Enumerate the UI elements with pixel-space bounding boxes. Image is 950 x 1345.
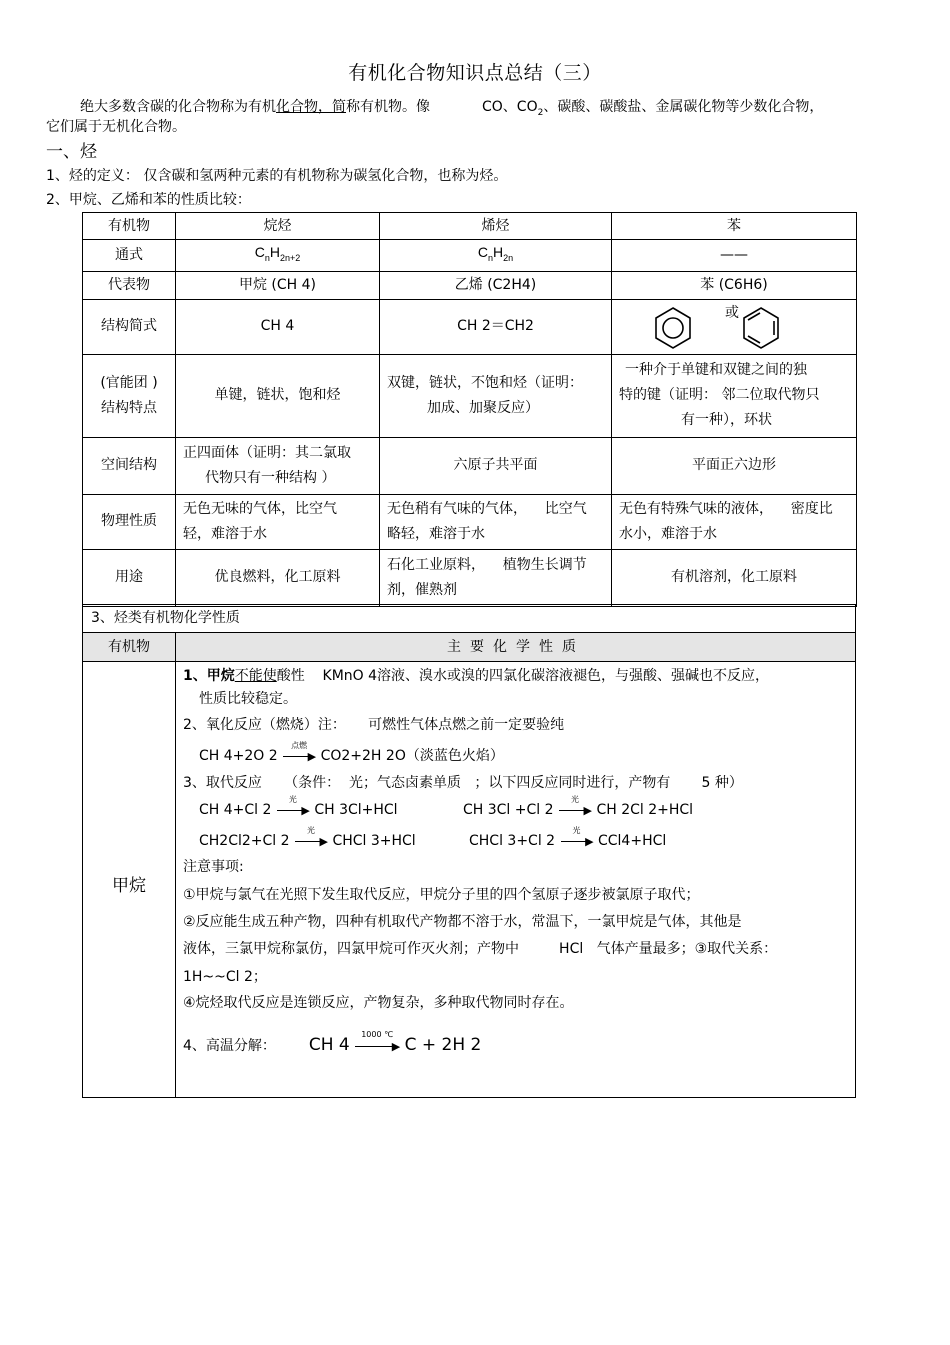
header-organic: 有机物 xyxy=(83,213,176,240)
row-label-methane: 甲烷 xyxy=(112,876,146,896)
rep-alkene: 乙烯 (C2H4) xyxy=(380,271,612,299)
section-heading-hydrocarbon: 一、烃 xyxy=(46,142,97,162)
row-label-feature: (官能团 ) 结构特点 xyxy=(83,354,176,437)
phys-benzene: 无色有特殊气味的液体， 密度比 水小，难溶于水 xyxy=(612,494,857,549)
benzene-kekule-icon xyxy=(740,305,782,351)
use-alkane: 优良燃料，化工原料 xyxy=(176,549,380,606)
struct-alkene: CH 2＝CH2 xyxy=(380,299,612,354)
note-2a: ②反应能生成五种产物，四种有机取代产物都不溶于水，常温下，一氯甲烷是气体，其他是 xyxy=(183,914,742,930)
arrow-light-icon: 光 ▶ xyxy=(558,803,592,817)
arrow-light-icon: 光 ▶ xyxy=(294,834,328,848)
space-alkane: 正四面体（证明：其二氯取 代物只有一种结构 ） xyxy=(176,437,380,494)
row-label-general: 通式 xyxy=(83,240,176,272)
prop-1: 1、甲烷不能使酸性 KMnO 4溶液、溴水或溴的四氯化碳溶液褪色，与强酸、强碱也不反应， xyxy=(183,668,770,684)
prop-3: 3、取代反应 （条件： 光；气态卤素单质 ；以下四反应同时进行，产物有 5 种） xyxy=(183,775,743,791)
benzene-ring-circle-icon xyxy=(652,305,694,351)
prop-4-decomposition: 4、高温分解： CH 4 1000 ℃ ▶ C + 2H 2 xyxy=(183,1030,482,1055)
arrow-light-icon: 光 ▶ xyxy=(560,834,594,848)
row-label-use: 用途 xyxy=(83,549,176,606)
phys-alkane: 无色无味的气体，比空气 轻，难溶于水 xyxy=(176,494,380,549)
eq-combustion: CH 4+2O 2 点燃 ▶ CO2+2H 2O（淡蓝色火焰） xyxy=(199,741,504,764)
header-organic-2: 有机物 xyxy=(108,639,150,655)
general-benzene: —— xyxy=(612,240,857,272)
eq-sub-3: CH2Cl2+Cl 2 光 ▶ CHCl 3+HCl xyxy=(199,826,416,849)
phys-alkene: 无色稍有气味的气体， 比空气 略轻，难溶于水 xyxy=(380,494,612,549)
struct-benzene xyxy=(612,299,857,354)
general-alkane: $C_nH_{2n+2}$ xyxy=(176,240,380,272)
eq-sub-1: CH 4+Cl 2 光 ▶ CH 3Cl+HCl xyxy=(199,795,398,818)
prop-2: 2、氧化反应（燃烧）注： 可燃性气体点燃之前一定要验纯 xyxy=(183,717,565,733)
use-alkene: 石化工业原料， 植物生长调节 剂，催熟剂 xyxy=(380,549,612,606)
eq-sub-2: CH 3Cl +Cl 2 光 ▶ CH 2Cl 2+HCl xyxy=(463,795,694,818)
intro-line-1: 绝大多数含碳的化合物称为有机化合物，简称有机物。像 CO、$CO_2$、碳酸、碳酸盐、金属碳化物等少数化合物， xyxy=(80,99,824,118)
feature-alkane: 单键，链状，饱和烃 xyxy=(176,354,380,437)
chemical-properties-table xyxy=(82,604,856,1098)
note-title: 注意事项: xyxy=(183,859,244,875)
page-title: 有机化合物知识点总结（三） xyxy=(348,62,602,84)
arrow-heat-icon: 1000 ℃ ▶ xyxy=(354,1039,400,1053)
space-alkene: 六原子共平面 xyxy=(380,437,612,494)
rep-alkane: 甲烷 (CH 4) xyxy=(176,271,380,299)
row-label-physical: 物理性质 xyxy=(83,494,176,549)
arrow-ignite-icon: 点燃 ▶ xyxy=(282,749,316,763)
or-label: 或 xyxy=(725,304,739,321)
space-benzene: 平面正六边形 xyxy=(612,437,857,494)
chem-table-header xyxy=(83,632,855,662)
note-4: ④烷烃取代反应是连锁反应，产物复杂，多种取代物同时存在。 xyxy=(183,995,574,1011)
comparison-intro: 2、甲烷、乙烯和苯的性质比较： xyxy=(46,192,251,208)
rep-benzene: 苯 (C6H6) xyxy=(612,271,857,299)
row-label-space: 空间结构 xyxy=(83,437,176,494)
general-alkene: $C_nH_{2n}$ xyxy=(380,240,612,272)
note-2b: 液体，三氯甲烷称氯仿，四氯甲烷可作灭火剂；产物中 HCl 气体产量最多；③取代关系： xyxy=(183,941,778,957)
header-main-properties: 主要化学性质 xyxy=(175,633,856,661)
eq-sub-4: CHCl 3+Cl 2 光 ▶ CCl4+HCl xyxy=(469,826,667,849)
row-label-structure: 结构简式 xyxy=(83,299,176,354)
note-2c: 1H~~Cl 2； xyxy=(183,969,267,985)
header-alkane: 烷烃 xyxy=(176,213,380,240)
header-alkene: 烯烃 xyxy=(380,213,612,240)
feature-benzene: 一种介于单键和双键之间的独 特的键（证明： 邻二位取代物只 有一种），环状 xyxy=(612,354,857,437)
feature-alkene: 双键，链状，不饱和烃（证明： 加成、加聚反应） xyxy=(380,354,612,437)
row-label-representative: 代表物 xyxy=(83,271,176,299)
use-benzene: 有机溶剂，化工原料 xyxy=(612,549,857,606)
struct-alkane: CH 4 xyxy=(176,299,380,354)
comparison-table xyxy=(82,212,857,607)
section-3-caption: 3、烃类有机物化学性质 xyxy=(91,610,240,626)
header-benzene: 苯 xyxy=(612,213,857,240)
prop-1-cont: 性质比较稳定。 xyxy=(199,691,297,707)
note-1: ①甲烷与氯气在光照下发生取代反应，甲烷分子里的四个氢原子逐步被氯原子取代； xyxy=(183,887,700,903)
column-divider xyxy=(175,661,176,1097)
arrow-light-icon: 光 ▶ xyxy=(276,803,310,817)
hydrocarbon-definition: 1、烃的定义： 仅含碳和氢两种元素的有机物称为碳氢化合物，也称为烃。 xyxy=(46,168,508,184)
intro-line-2: 它们属于无机化合物。 xyxy=(46,119,186,135)
